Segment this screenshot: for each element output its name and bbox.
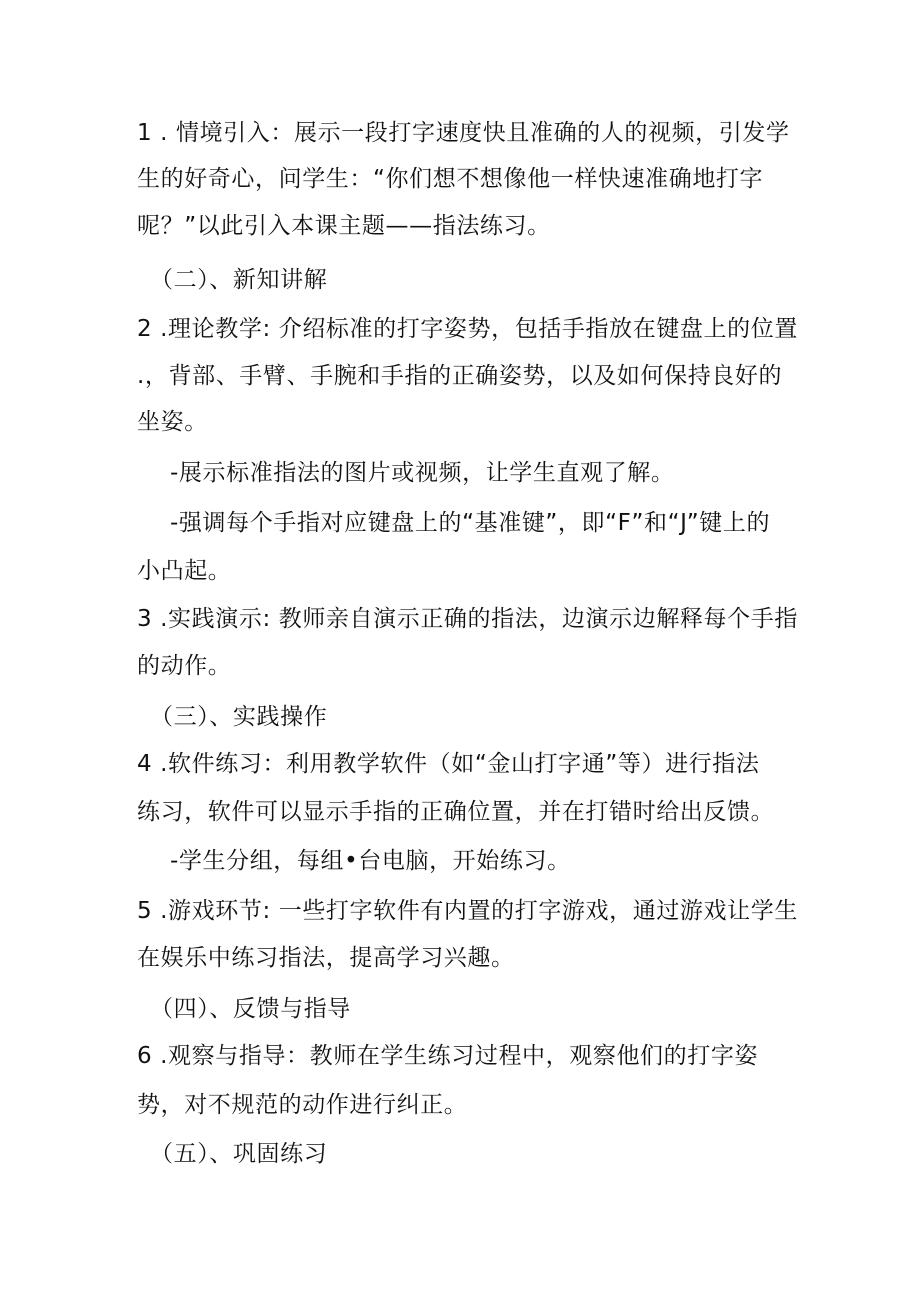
paragraph-4-line-1: 4 .软件练习：利用教学软件（如“金山打字通”等）进行指法 <box>137 751 760 777</box>
paragraph-1-line-3: 呢？”以此引入本课主题——指法练习。 <box>137 213 551 239</box>
paragraph-3-line-2: 的动作。 <box>137 653 232 679</box>
paragraph-4-line-2: 练习，软件可以显示手指的正确位置，并在打错时给出反馈。 <box>137 799 775 825</box>
paragraph-6-line-2: 势，对不规范的动作进行纠正。 <box>137 1092 468 1118</box>
paragraph-2-line-3: 坐姿。 <box>137 409 208 435</box>
paragraph-5-line-1: 5 .游戏环节: 一些打字软件有内置的打字游戏，通过游戏让学生 <box>137 898 798 924</box>
section-heading-5: （五）、巩固练习 <box>150 1141 328 1167</box>
paragraph-1-line-1: 1 . 情境引入：展示一段打字速度快且准确的人的视频，引发学 <box>137 120 790 146</box>
paragraph-2-line-2: .，背部、手臂、手腕和手指的正确姿势，以及如何保持良好的 <box>137 363 783 389</box>
paragraph-3-line-1: 3 .实践演示: 教师亲自演示正确的指法，边演示边解释每个手指 <box>137 606 798 632</box>
bullet-line-1: -展示标准指法的图片或视频，让学生直观了解。 <box>170 460 675 486</box>
paragraph-1-line-2: 生的好奇心，问学生：“你们想不想像他一样快速准确地打字 <box>137 166 764 192</box>
section-heading-2: （二）、新知讲解 <box>150 267 328 293</box>
bullet-line-2: -强调每个手指对应键盘上的“基准键”，即“F”和“J”键上的 <box>170 510 771 536</box>
bullet-line-2-cont: 小凸起。 <box>137 558 232 584</box>
paragraph-5-line-2: 在娱乐中练习指法，提高学习兴趣。 <box>137 945 515 971</box>
paragraph-2-line-1: 2 .理论教学: 介绍标准的打字姿势，包括手指放在键盘上的位置 <box>137 316 798 342</box>
bullet-line-3: -学生分组，每组•台电脑，开始练习。 <box>170 848 571 874</box>
paragraph-6-line-1: 6 .观察与指导：教师在学生练习过程中，观察他们的打字姿 <box>137 1043 759 1069</box>
section-heading-3: （三）、实践操作 <box>150 704 328 730</box>
section-heading-4: （四）、反馈与指导 <box>150 996 351 1022</box>
